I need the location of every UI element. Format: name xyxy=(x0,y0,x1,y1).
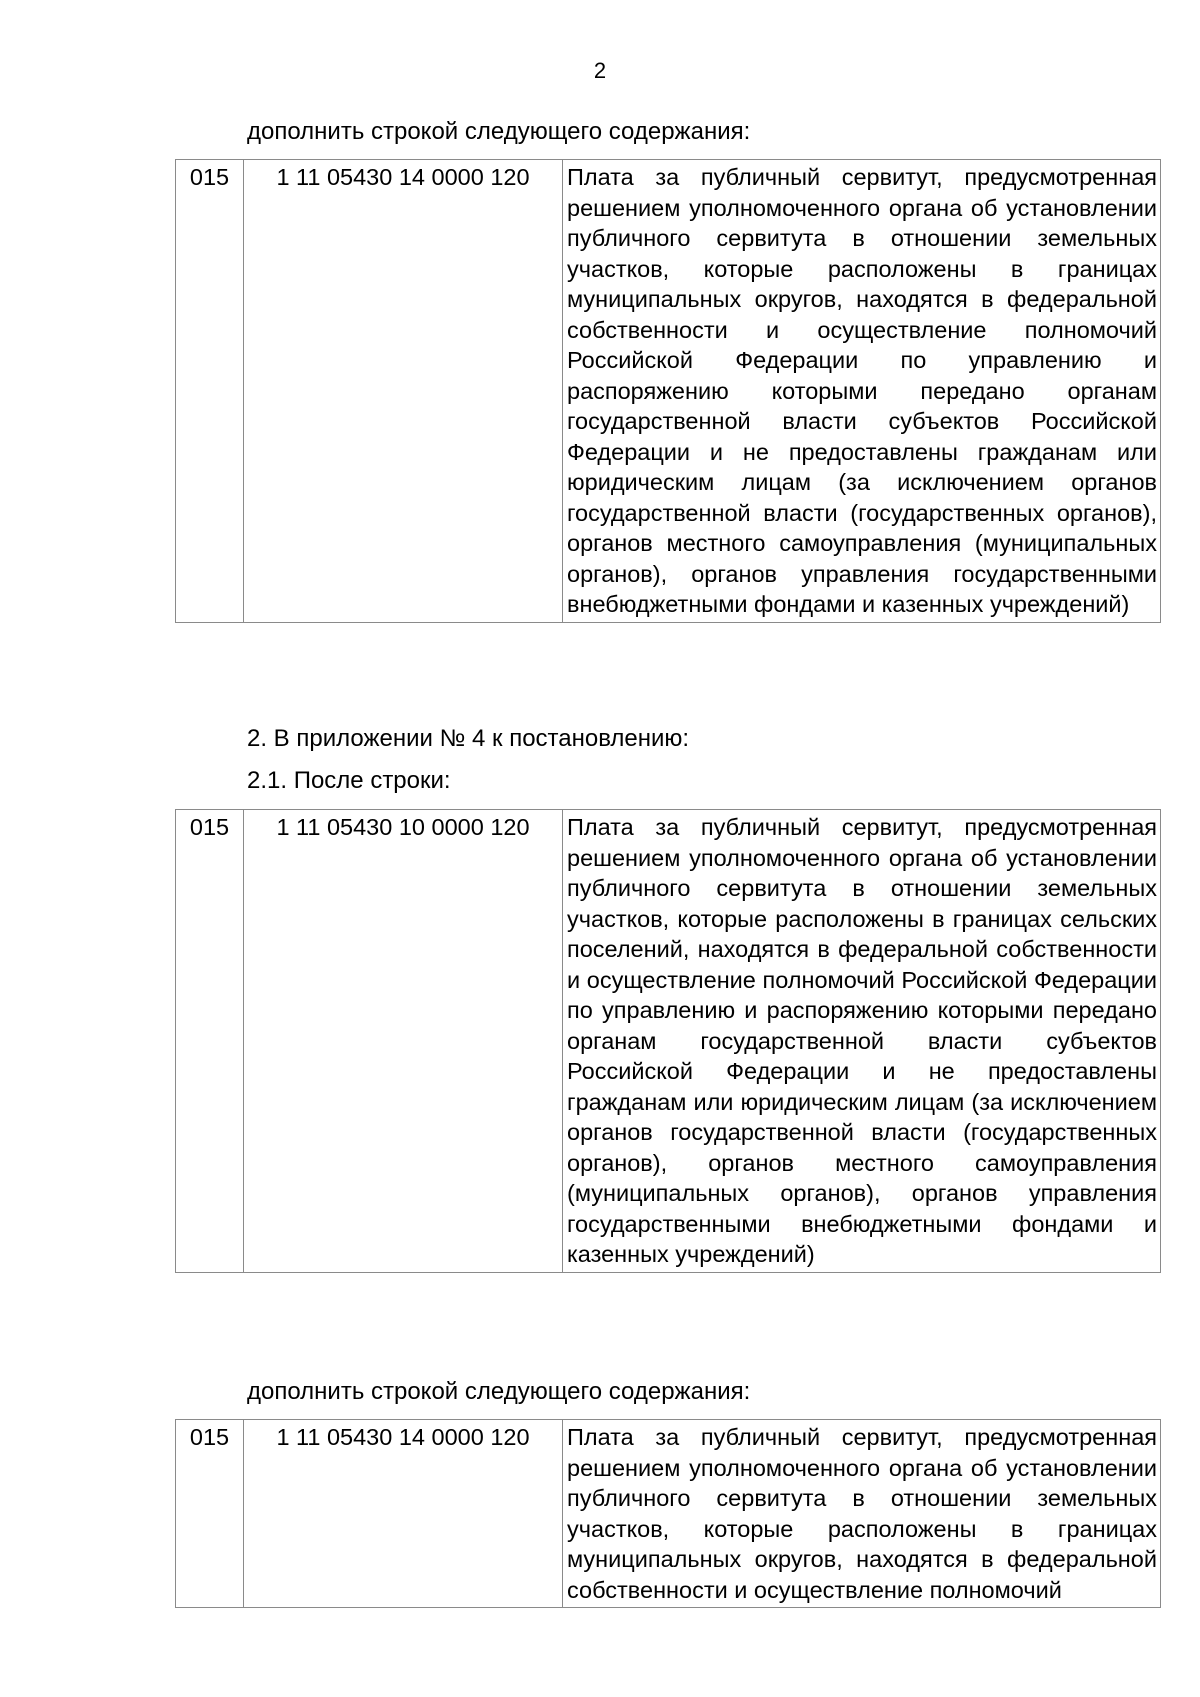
paragraph-supplement-2: дополнить строкой следующего содержания: xyxy=(247,1378,751,1405)
admin-code-cell: 015 xyxy=(176,160,244,623)
admin-code-cell: 015 xyxy=(176,810,244,1273)
table-row xyxy=(176,160,1161,623)
kbk-code-cell: 1 11 05430 10 0000 120 xyxy=(244,810,563,1273)
table-row xyxy=(176,810,1161,1273)
paragraph-after-row: 2.1. После строки: xyxy=(247,767,451,794)
revenue-table-3 xyxy=(175,1419,1161,1608)
table-row xyxy=(176,1420,1161,1608)
kbk-code-cell: 1 11 05430 14 0000 120 xyxy=(244,160,563,623)
revenue-table-1 xyxy=(175,159,1161,623)
kbk-code-cell: 1 11 05430 14 0000 120 xyxy=(244,1420,563,1608)
paragraph-appendix-4: 2. В приложении № 4 к постановлению: xyxy=(247,725,690,752)
description-cell: Плата за публичный сервитут, предусмотренная решением уполномоченного органа об установлении публичного сервитута в отношении земельных участков, которые расположены в границах муниципальных округов, находятся в федеральной собственности и осуществление полномочий xyxy=(563,1420,1161,1608)
revenue-table-2 xyxy=(175,809,1161,1273)
description-cell: Плата за публичный сервитут, предусмотренная решением уполномоченного органа об установлении публичного сервитута в отношении земельных участков, которые расположены в границах муниципальных округов, находятся в федеральной собственности и осуществление полномочий Российской Федерации по управлению и распоряжению которыми передано органам государственной власти субъектов Российской Федерации и не предоставлены гражданам или юридическим лицам (за исключением органов государственной власти (государственных органов), органов местного самоуправления (муниципальных органов), органов управления государственными внебюджетными фондами и казенных учреждений) xyxy=(563,160,1161,623)
page-number: 2 xyxy=(593,58,607,83)
paragraph-supplement-1: дополнить строкой следующего содержания: xyxy=(247,118,751,145)
description-cell: Плата за публичный сервитут, предусмотренная решением уполномоченного органа об установлении публичного сервитута в отношении земельных участков, которые расположены в границах сельских поселений, находятся в федеральной собственности и осуществление полномочий Российской Федерации по управлению и распоряжению которыми передано органам государственной власти субъектов Российской Федерации и не предоставлены гражданам или юридическим лицам (за исключением органов государственной власти (государственных органов), органов местного самоуправления (муниципальных органов), органов управления государственными внебюджетными фондами и казенных учреждений) xyxy=(563,810,1161,1273)
admin-code-cell: 015 xyxy=(176,1420,244,1608)
